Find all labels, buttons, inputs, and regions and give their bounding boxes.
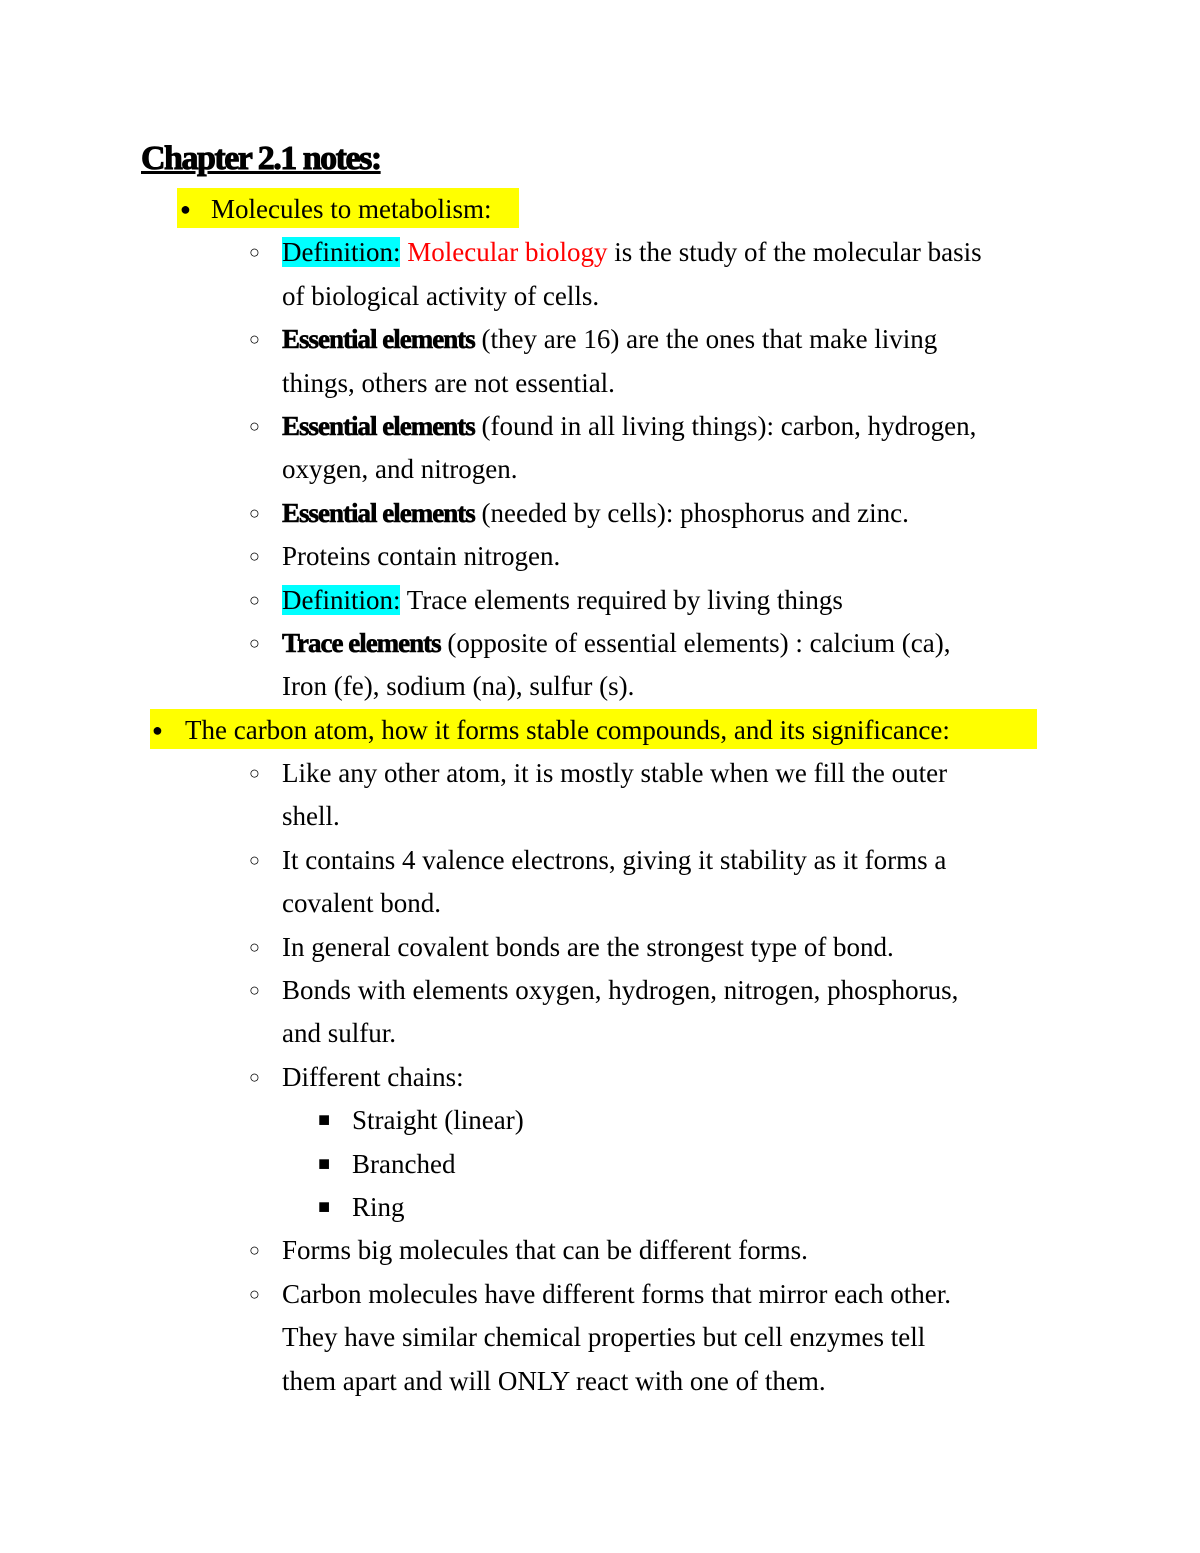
bold-term: Essential elements [282, 497, 475, 528]
list-item-text [282, 926, 894, 969]
list-item-text [282, 752, 947, 795]
list-item-text [282, 318, 937, 361]
list-item-level-2 [0, 926, 1200, 969]
list-item-text [282, 1012, 396, 1055]
definition-label: Definition: [282, 584, 401, 615]
text-segment: of biological activity of cells. [282, 280, 600, 311]
list-item-level-2 [0, 405, 1200, 448]
list-item-text [282, 231, 982, 274]
list-item-level-1 [0, 188, 1200, 231]
text-segment: (found in all living things): carbon, hydrogen, [474, 410, 977, 441]
bullet-circle-icon: ○ [249, 589, 260, 610]
bold-term: Essential elements [282, 410, 475, 441]
list-item-text [282, 665, 634, 708]
text-segment: The carbon atom, how it forms stable compounds, and its significance: [185, 714, 950, 745]
list-item-text [282, 839, 946, 882]
list-item-level-2 [0, 969, 1200, 1012]
list-item-continuation [0, 882, 1200, 925]
list-item-text [185, 709, 950, 752]
list-item-level-2 [0, 1229, 1200, 1272]
list-item-continuation [0, 665, 1200, 708]
list-item-level-2 [0, 579, 1200, 622]
text-segment: Molecules to metabolism: [211, 194, 492, 224]
text-segment: Proteins contain nitrogen. [282, 541, 561, 572]
list-item-level-3 [0, 1186, 1200, 1229]
bullet-circle-icon: ○ [249, 632, 260, 653]
text-segment: It contains 4 valence electrons, giving it stability as it forms a [282, 844, 947, 875]
bullet-circle-icon: ○ [249, 329, 260, 350]
list-item-continuation [0, 1012, 1200, 1055]
bullet-circle-icon: ○ [249, 1066, 260, 1087]
bullet-square-icon: ■ [318, 1195, 331, 1218]
list-item-text [282, 492, 909, 535]
text-segment: things, others are not essential. [282, 367, 615, 398]
bullet-circle-icon: ○ [249, 763, 260, 784]
list-item-text [352, 1099, 524, 1142]
text-segment: Ring [352, 1191, 405, 1222]
list-item-text [282, 1316, 925, 1359]
text-segment: (needed by cells): phosphorus and zinc. [474, 497, 909, 528]
list-item-continuation [0, 448, 1200, 491]
list-item-text [352, 1143, 455, 1186]
bullet-circle-icon: ○ [249, 936, 260, 957]
text-segment: Like any other atom, it is mostly stable when we fill the outer [282, 758, 948, 789]
list-item-level-2 [0, 535, 1200, 578]
list-item-level-2 [0, 1273, 1200, 1316]
bullet-circle-icon: ○ [249, 1240, 260, 1261]
text-segment: Carbon molecules have different forms that mirror each other. [282, 1278, 952, 1309]
list-item-level-3 [0, 1143, 1200, 1186]
bullet-circle-icon: ○ [249, 546, 260, 567]
list-item-text [282, 882, 441, 925]
text-segment: covalent bond. [282, 888, 441, 919]
text-segment: They have similar chemical properties but cell enzymes tell [282, 1322, 926, 1353]
list-item-level-2 [0, 752, 1200, 795]
list-item-text [282, 448, 517, 491]
text-segment: Different chains: [282, 1061, 464, 1092]
page-title: Chapter 2.1 notes: [141, 140, 381, 177]
notes-body [0, 188, 1200, 1403]
list-item-text [282, 1273, 951, 1316]
bullet-square-icon: ■ [318, 1152, 331, 1175]
list-item-level-1 [0, 709, 1200, 752]
list-item-text [211, 188, 491, 231]
list-item-text [282, 795, 340, 838]
bullet-disc-icon: ● [180, 199, 191, 219]
text-segment: In general covalent bonds are the strongest type of bond. [282, 931, 894, 962]
list-item-continuation [0, 795, 1200, 838]
bullet-circle-icon: ○ [249, 849, 260, 870]
list-item-text [282, 405, 976, 448]
text-segment: Forms big molecules that can be different forms. [282, 1235, 808, 1266]
list-item-text [282, 1056, 464, 1099]
bold-term: Essential elements [282, 324, 475, 355]
list-item-text [282, 969, 958, 1012]
bullet-circle-icon: ○ [249, 502, 260, 523]
text-segment: oxygen, and nitrogen. [282, 454, 518, 485]
text-segment: Trace elements required by living things [400, 584, 843, 615]
list-item-text [282, 622, 950, 665]
list-item-text [282, 1360, 826, 1403]
list-item-text [282, 579, 843, 622]
list-item-continuation [0, 362, 1200, 405]
list-item-level-2 [0, 318, 1200, 361]
list-item-level-3 [0, 1099, 1200, 1142]
list-item-level-2 [0, 231, 1200, 274]
bold-term: Trace elements [282, 627, 441, 658]
text-segment: Branched [352, 1148, 456, 1179]
text-segment: (opposite of essential elements) : calcium (ca), [440, 627, 951, 658]
list-item-text [282, 1229, 808, 1272]
text-segment: Iron (fe), sodium (na), sulfur (s). [282, 671, 635, 702]
bullet-circle-icon: ○ [249, 242, 260, 263]
list-item-level-2 [0, 492, 1200, 535]
bullet-disc-icon: ● [152, 719, 163, 740]
text-segment: Bonds with elements oxygen, hydrogen, nitrogen, phosphorus, [282, 975, 959, 1006]
list-item-level-2 [0, 622, 1200, 665]
definition-label: Definition: [282, 237, 401, 268]
list-item-text [282, 362, 615, 405]
text-segment: is the study of the molecular basis [607, 237, 982, 268]
text-segment: them apart and will ONLY react with one of them. [282, 1365, 826, 1396]
text-segment: shell. [282, 801, 340, 832]
list-item-continuation [0, 275, 1200, 318]
list-item-continuation [0, 1316, 1200, 1359]
list-item-text [352, 1186, 405, 1229]
text-segment: (they are 16) are the ones that make living [474, 324, 938, 355]
list-item-level-2 [0, 839, 1200, 882]
text-segment: and sulfur. [282, 1018, 396, 1049]
list-item-level-2 [0, 1056, 1200, 1099]
bullet-circle-icon: ○ [249, 1283, 260, 1304]
bullet-square-icon: ■ [318, 1109, 331, 1132]
list-item-continuation [0, 1360, 1200, 1403]
red-term: Molecular biology [407, 237, 608, 268]
bullet-circle-icon: ○ [249, 415, 260, 436]
bullet-circle-icon: ○ [249, 980, 260, 1001]
text-segment: Straight (linear) [352, 1105, 524, 1136]
list-item-text [282, 535, 560, 578]
list-item-text [282, 275, 599, 318]
